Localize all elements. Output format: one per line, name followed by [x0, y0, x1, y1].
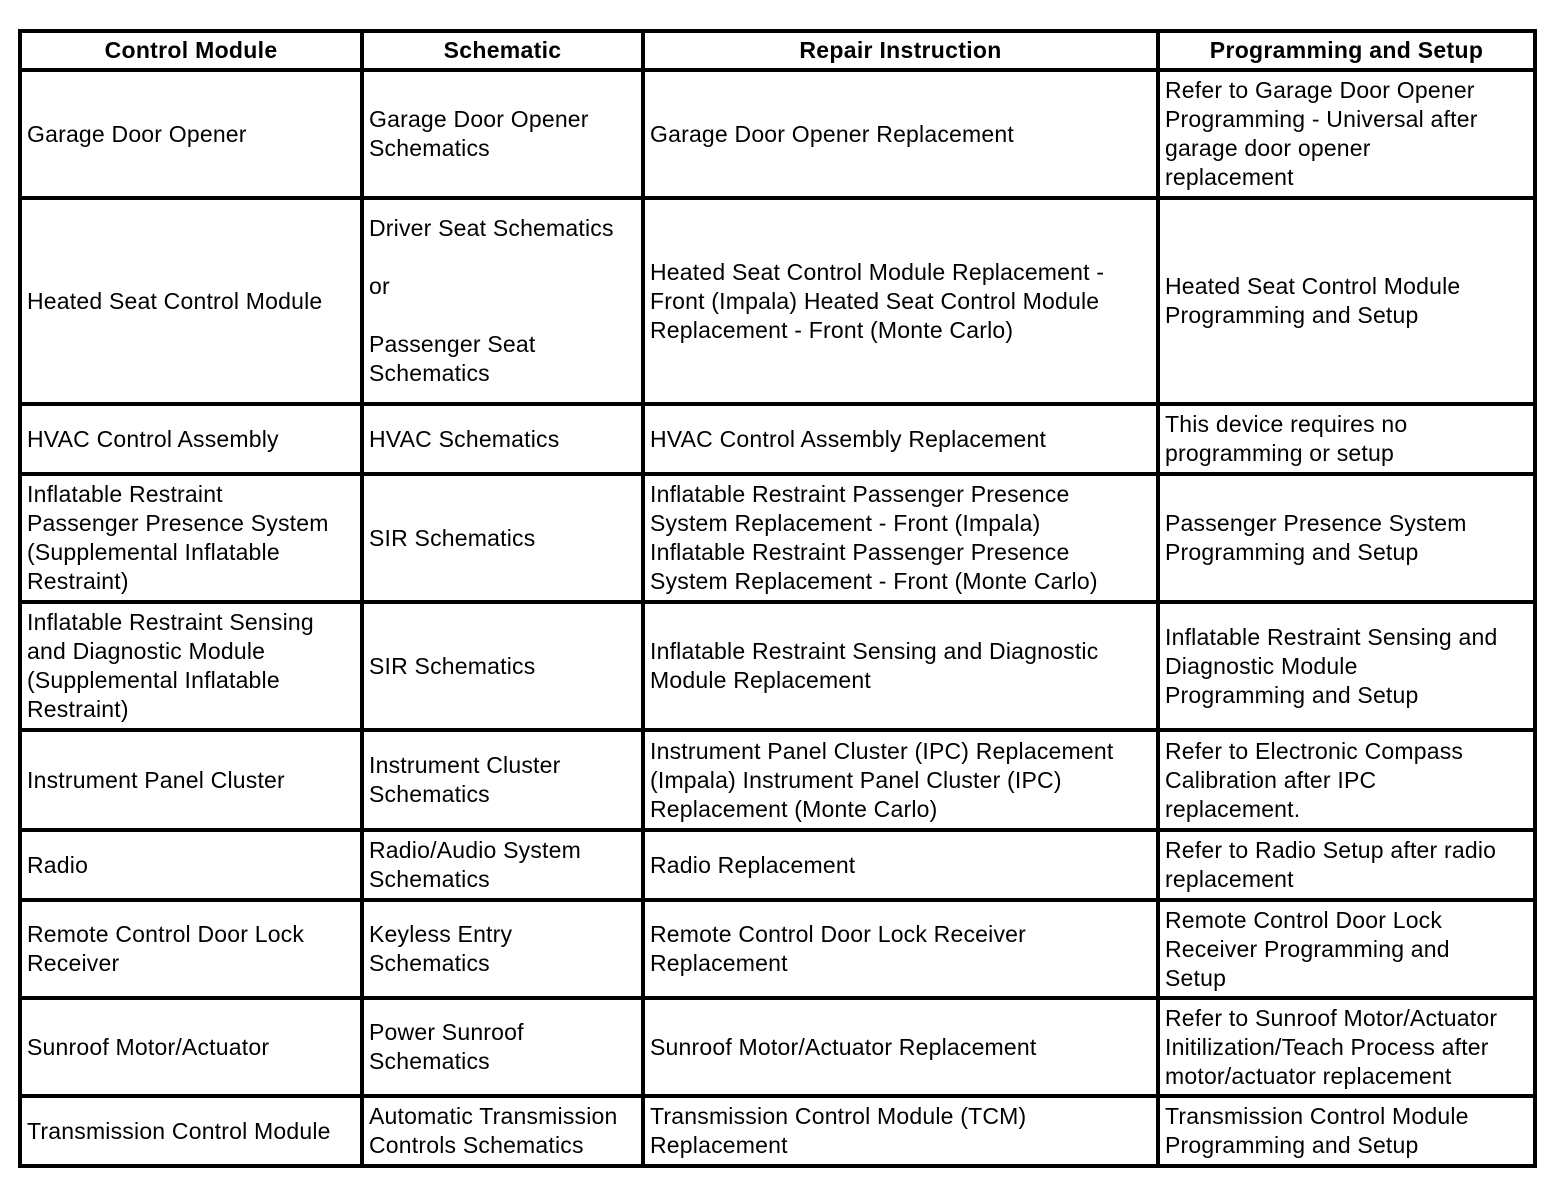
header-row	[20, 31, 1535, 70]
table-row	[20, 602, 1535, 730]
cell-schematic: Power Sunroof Schematics	[362, 998, 643, 1096]
cell-repair-instruction: HVAC Control Assembly Replacement	[643, 404, 1158, 474]
cell-repair-instruction: Inflatable Restraint Sensing and Diagnostic Module Replacement	[643, 602, 1158, 730]
table-row	[20, 404, 1535, 474]
cell-repair-instruction: Radio Replacement	[643, 830, 1158, 900]
cell-programming-setup: Heated Seat Control Module Programming and Setup	[1158, 198, 1535, 404]
cell-control-module: Radio	[20, 830, 362, 900]
header-control-module: Control Module	[20, 31, 362, 70]
cell-control-module: Remote Control Door Lock Receiver	[20, 900, 362, 998]
header-programming-and-setup: Programming and Setup	[1158, 31, 1535, 70]
table-row	[20, 1096, 1535, 1166]
cell-programming-setup: Passenger Presence System Programming and Setup	[1158, 474, 1535, 602]
cell-repair-instruction: Instrument Panel Cluster (IPC) Replacement (Impala) Instrument Panel Cluster (IPC) Replacement (Monte Carlo)	[643, 730, 1158, 830]
header-schematic: Schematic	[362, 31, 643, 70]
cell-control-module: Inflatable Restraint Sensing and Diagnostic Module (Supplemental Inflatable Restraint)	[20, 602, 362, 730]
cell-repair-instruction: Transmission Control Module (TCM) Replacement	[643, 1096, 1158, 1166]
cell-schematic: Automatic Transmission Controls Schematics	[362, 1096, 643, 1166]
cell-schematic: Driver Seat Schematics or Passenger Seat Schematics	[362, 198, 643, 404]
cell-programming-setup: Remote Control Door Lock Receiver Programming and Setup	[1158, 900, 1535, 998]
cell-control-module: Heated Seat Control Module	[20, 198, 362, 404]
cell-schematic: HVAC Schematics	[362, 404, 643, 474]
cell-schematic: Radio/Audio System Schematics	[362, 830, 643, 900]
cell-programming-setup: Inflatable Restraint Sensing and Diagnostic Module Programming and Setup	[1158, 602, 1535, 730]
table-body	[20, 70, 1535, 1166]
table-row	[20, 198, 1535, 404]
cell-programming-setup: This device requires no programming or setup	[1158, 404, 1535, 474]
cell-programming-setup: Refer to Garage Door Opener Programming - Universal after garage door opener replacement	[1158, 70, 1535, 198]
table-row	[20, 900, 1535, 998]
control-module-table	[18, 29, 1537, 1168]
cell-control-module: Inflatable Restraint Passenger Presence System (Supplemental Inflatable Restraint)	[20, 474, 362, 602]
cell-control-module: Garage Door Opener	[20, 70, 362, 198]
cell-repair-instruction: Remote Control Door Lock Receiver Replacement	[643, 900, 1158, 998]
cell-schematic: SIR Schematics	[362, 474, 643, 602]
cell-repair-instruction: Sunroof Motor/Actuator Replacement	[643, 998, 1158, 1096]
table-header	[20, 31, 1535, 70]
cell-repair-instruction: Heated Seat Control Module Replacement - Front (Impala) Heated Seat Control Module Replacement - Front (Monte Carlo)	[643, 198, 1158, 404]
table-row	[20, 830, 1535, 900]
cell-schematic: SIR Schematics	[362, 602, 643, 730]
cell-programming-setup: Refer to Sunroof Motor/Actuator Initilization/Teach Process after motor/actuator replacement	[1158, 998, 1535, 1096]
cell-programming-setup: Refer to Radio Setup after radio replacement	[1158, 830, 1535, 900]
cell-control-module: Sunroof Motor/Actuator	[20, 998, 362, 1096]
cell-control-module: Transmission Control Module	[20, 1096, 362, 1166]
cell-programming-setup: Transmission Control Module Programming and Setup	[1158, 1096, 1535, 1166]
cell-schematic: Keyless Entry Schematics	[362, 900, 643, 998]
cell-schematic: Garage Door Opener Schematics	[362, 70, 643, 198]
table-row	[20, 730, 1535, 830]
cell-repair-instruction: Inflatable Restraint Passenger Presence System Replacement - Front (Impala) Inflatable Restraint Passenger Presence System Replacement - Front (Monte Carlo)	[643, 474, 1158, 602]
header-repair-instruction: Repair Instruction	[643, 31, 1158, 70]
cell-control-module: Instrument Panel Cluster	[20, 730, 362, 830]
cell-programming-setup: Refer to Electronic Compass Calibration after IPC replacement.	[1158, 730, 1535, 830]
table-row	[20, 474, 1535, 602]
cell-repair-instruction: Garage Door Opener Replacement	[643, 70, 1158, 198]
table-row	[20, 70, 1535, 198]
cell-control-module: HVAC Control Assembly	[20, 404, 362, 474]
cell-schematic: Instrument Cluster Schematics	[362, 730, 643, 830]
table-row	[20, 998, 1535, 1096]
